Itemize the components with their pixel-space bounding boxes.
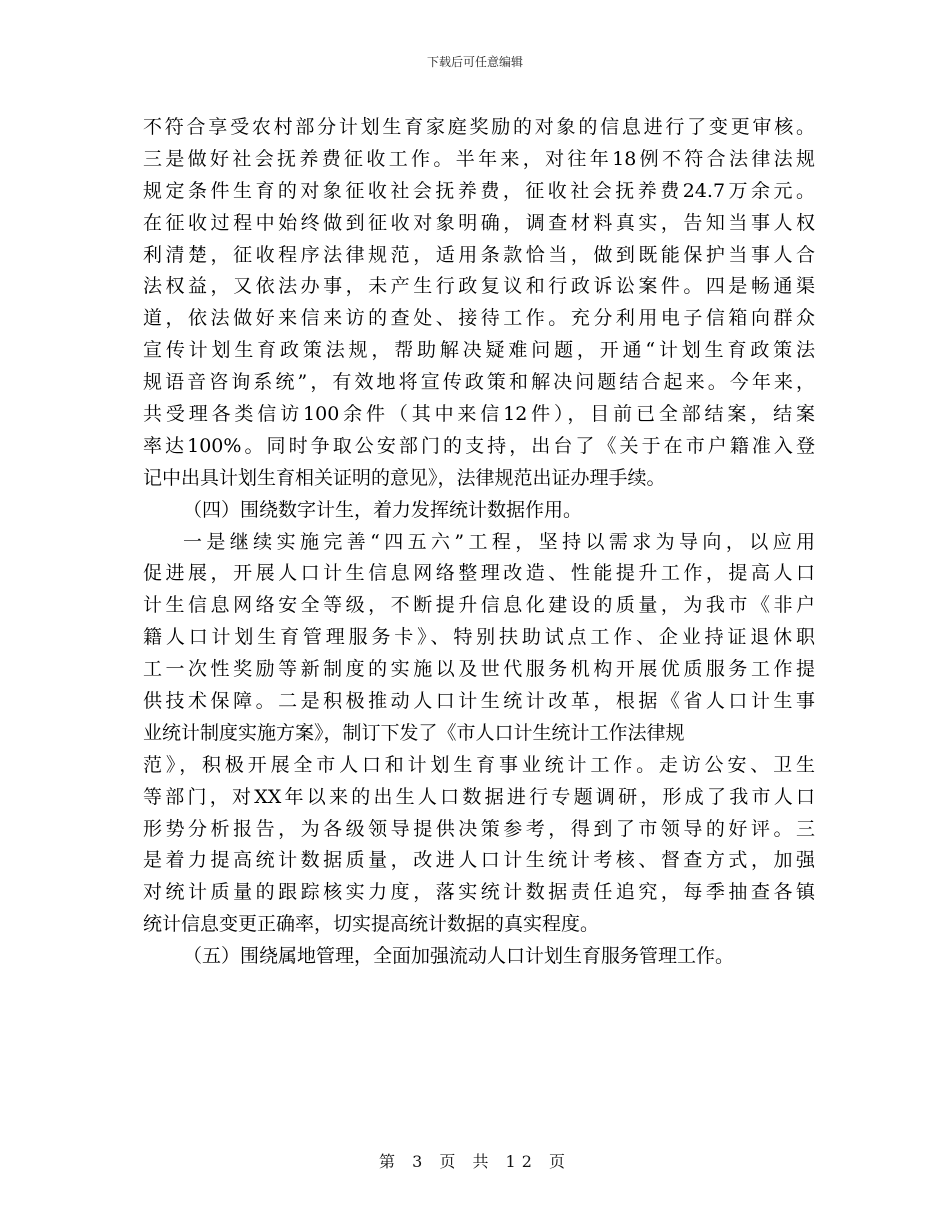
text-line: 三是做好社会抚养费征收工作。半年来，对往年18例不符合法律法规: [143, 147, 815, 170]
text-line: 业统计制度实施方案》，制订下发了《市人口计生统计工作法律规: [143, 721, 685, 744]
text-line: 等部门，对XX年以来的出生人口数据进行专题调研，形成了我市人口: [143, 785, 815, 808]
text-line: 法权益，又依法办事，未产生行政复议和行政诉讼案件。四是畅通渠: [143, 275, 815, 298]
text-line: 籍人口计划生育管理服务卡》、特别扶助试点工作、企业持证退休职: [143, 626, 815, 649]
text-line: 统计信息变更正确率，切实提高统计数据的真实程度。: [143, 913, 600, 936]
text-line: 范》，积极开展全市人口和计划生育事业统计工作。走访公安、卫生: [143, 753, 815, 776]
document-body: [143, 112, 815, 973]
text-line: 共受理各类信访100余件（其中来信12件），目前已全部结案，结案: [143, 403, 815, 426]
text-line: 形势分析报告，为各级领导提供决策参考，得到了市领导的好评。三: [143, 817, 815, 840]
text-line: 促进展，开展人口计生信息网络整理改造、性能提升工作，提高人口: [143, 562, 815, 585]
text-line: 不符合享受农村部分计划生育家庭奖励的对象的信息进行了变更审核。: [143, 116, 815, 138]
text-line: 对统计质量的跟踪核实力度，落实统计数据责任追究，每季抽查各镇: [143, 881, 815, 904]
text-line: 宣传计划生育政策法规，帮助解决疑难问题，开通“计划生育政策法: [143, 339, 815, 362]
text-line: 规定条件生育的对象征收社会抚养费，征收社会抚养费24.7万余元。: [143, 179, 815, 202]
page-number-footer: 第 3 页 共 12 页: [379, 1152, 571, 1171]
text-line: 工一次性奖励等新制度的实施以及世代服务机构开展优质服务工作提: [143, 658, 815, 681]
text-line: 规语音咨询系统”，有效地将宣传政策和解决问题结合起来。今年来，: [143, 371, 815, 394]
text-line: 计生信息网络安全等级，不断提升信息化建设的质量，为我市《非户: [143, 594, 815, 617]
text-line: 率达100%。同时争取公安部门的支持，出台了《关于在市户籍准入登: [143, 434, 815, 457]
section-heading-5: （五）围绕属地管理，全面加强流动人口计划生育服务管理工作。: [183, 945, 735, 968]
text-line: 道，依法做好来信来访的查处、接待工作。充分利用电子信箱向群众: [143, 307, 815, 330]
text-line: 一是继续实施完善“四五六”工程，坚持以需求为导向，以应用: [183, 530, 815, 553]
text-line: 记中出具计划生育相关证明的意见》，法律规范出证办理手续。: [143, 466, 666, 489]
text-line: 是着力提高统计数据质量，改进人口计生统计考核、督查方式，加强: [143, 849, 815, 872]
page-header: 下载后可任意编辑: [426, 55, 523, 69]
text-line: 在征收过程中始终做到征收对象明确，调查材料真实，告知当事人权: [143, 211, 815, 234]
text-line: 利清楚，征收程序法律规范，适用条款恰当，做到既能保护当事人合: [143, 243, 815, 266]
text-line: 供技术保障。二是积极推动人口计生统计改革，根据《省人口计生事: [143, 690, 815, 713]
section-heading-4: （四）围绕数字计生，着力发挥统计数据作用。: [183, 498, 583, 521]
